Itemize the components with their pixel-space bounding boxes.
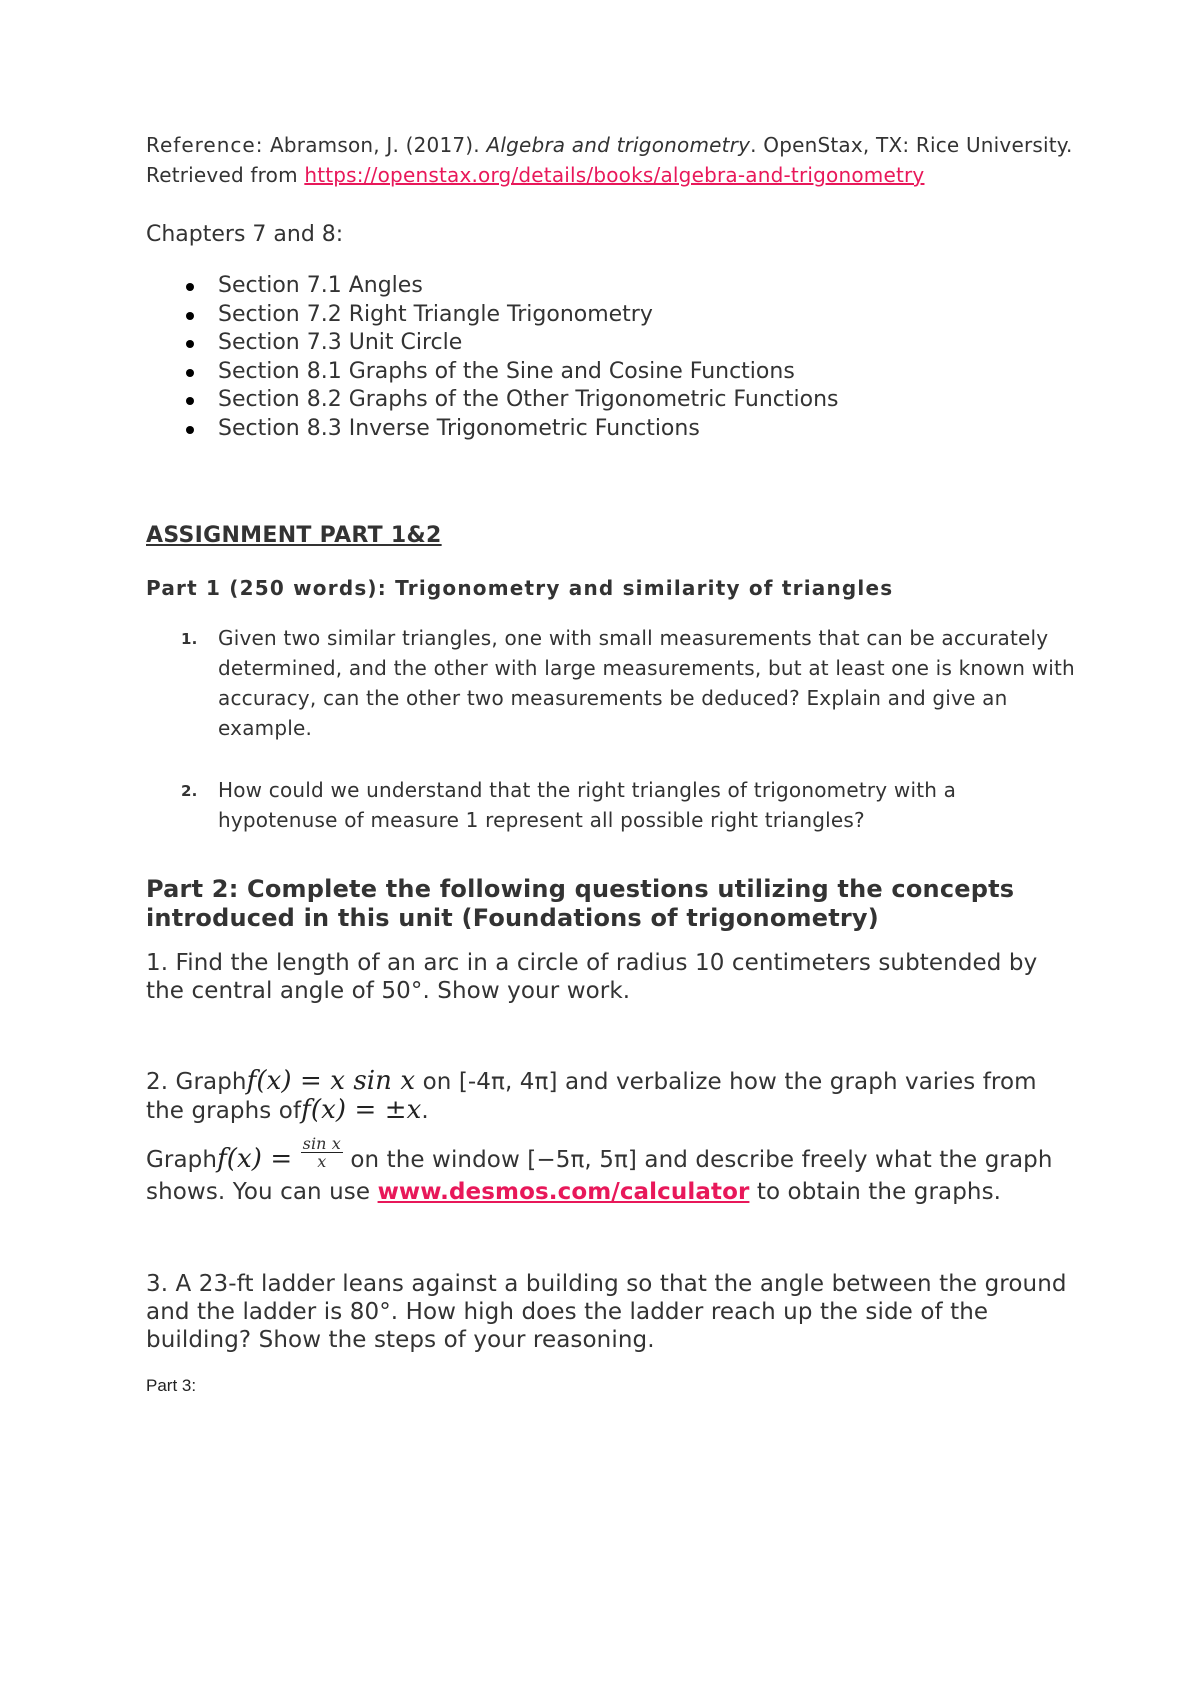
- list-item: [146, 358, 1076, 387]
- bullet-icon: [186, 312, 194, 320]
- part3-label: Part 3:: [146, 1376, 197, 1395]
- question-text: on [-4π, 4π] and verbalize how the graph varies from the graphs of: [146, 1069, 1037, 1124]
- question-text: Given two similar triangles, one with small measurements that can be accurately determined, and the other with large measurements, but at least one is known with accuracy, can the other two measurements be deduced? Explain and give an example.: [218, 626, 1075, 740]
- list-item: [146, 775, 1076, 835]
- reference-publisher: . OpenStax, TX: Rice University. Retrieved from: [146, 133, 1073, 187]
- part2-question-2: [146, 1067, 1076, 1125]
- fraction-numerator: sin x: [302, 1134, 341, 1153]
- bullet-icon: [186, 283, 194, 291]
- formula-fraction: [301, 1135, 343, 1170]
- bullet-icon: [186, 426, 194, 434]
- formula-x-sin-x: f(x) = x sin x: [246, 1066, 416, 1096]
- part2-question-3: 3. A 23-ft ladder leans against a building so that the angle between the ground and the ladder is 80°. How high does the ladder reach up the side of the building? Show the steps of your reasoning.: [146, 1271, 1067, 1353]
- list-item: [146, 415, 1076, 444]
- bullet-icon: [186, 397, 194, 405]
- reference-paragraph: [146, 130, 1076, 190]
- part2-heading: Part 2: Complete the following questions utilizing the concepts introduced in this unit (Foundations of trigonometry): [146, 875, 1015, 932]
- question-text: .: [421, 1098, 429, 1124]
- list-item: [146, 623, 1076, 743]
- section-label: Section 7.3 Unit Circle: [218, 330, 463, 355]
- section-label: Section 7.1 Angles: [218, 273, 423, 298]
- list-item: [146, 386, 1076, 415]
- question-number: 2.: [181, 782, 198, 800]
- reference-label: Reference:: [146, 133, 264, 157]
- fraction-denominator: x: [317, 1152, 327, 1171]
- part1-questions: [146, 623, 1076, 835]
- chapters-heading: Chapters 7 and 8:: [146, 222, 344, 247]
- formula-plus-minus-x: f(x) = ±x: [301, 1095, 422, 1125]
- list-item: [146, 329, 1076, 358]
- desmos-link[interactable]: www.desmos.com/calculator: [377, 1179, 750, 1205]
- part1-heading: Part 1 (250 words): Trigonometry and similarity of triangles: [146, 576, 894, 600]
- section-label: Section 8.2 Graphs of the Other Trigonometric Functions: [218, 387, 839, 412]
- question-text: to obtain the graphs.: [749, 1179, 1002, 1205]
- assignment-heading: ASSIGNMENT PART 1&2: [146, 523, 442, 548]
- section-label: Section 8.3 Inverse Trigonometric Functions: [218, 415, 700, 441]
- formula-lhs: f(x) =: [217, 1144, 301, 1174]
- sections-list: [146, 272, 1076, 443]
- question-text: How could we understand that the right triangles of trigonometry with a hypotenuse of measure 1 represent all possible right triangles?: [218, 778, 957, 832]
- list-item: [146, 301, 1076, 330]
- question-text: on the window [−5π, 5π] and describe freely what the graph shows. You can use: [146, 1147, 1053, 1205]
- question-text: Graph: [146, 1147, 218, 1173]
- openstax-link[interactable]: https://openstax.org/details/books/algebra-and-trigonometry: [304, 163, 925, 187]
- reference-book-title: Algebra and trigonometry: [486, 133, 751, 157]
- section-label: Section 7.2 Right Triangle Trigonometry: [218, 301, 653, 327]
- question-text: 2. Graph: [146, 1069, 247, 1095]
- question-number: 1.: [181, 630, 198, 648]
- document-page: [146, 130, 1076, 1413]
- section-label: Section 8.1 Graphs of the Sine and Cosine Functions: [218, 358, 795, 384]
- bullet-icon: [186, 369, 194, 377]
- list-item: [146, 272, 1076, 301]
- part2-question-1: 1. Find the length of an arc in a circle of radius 10 centimeters subtended by the central angle of 50°. Show your work.: [146, 950, 1038, 1004]
- part2-graph-instruction: [146, 1134, 1076, 1206]
- reference-authors: Abramson, J. (2017).: [263, 133, 487, 157]
- bullet-icon: [186, 340, 194, 348]
